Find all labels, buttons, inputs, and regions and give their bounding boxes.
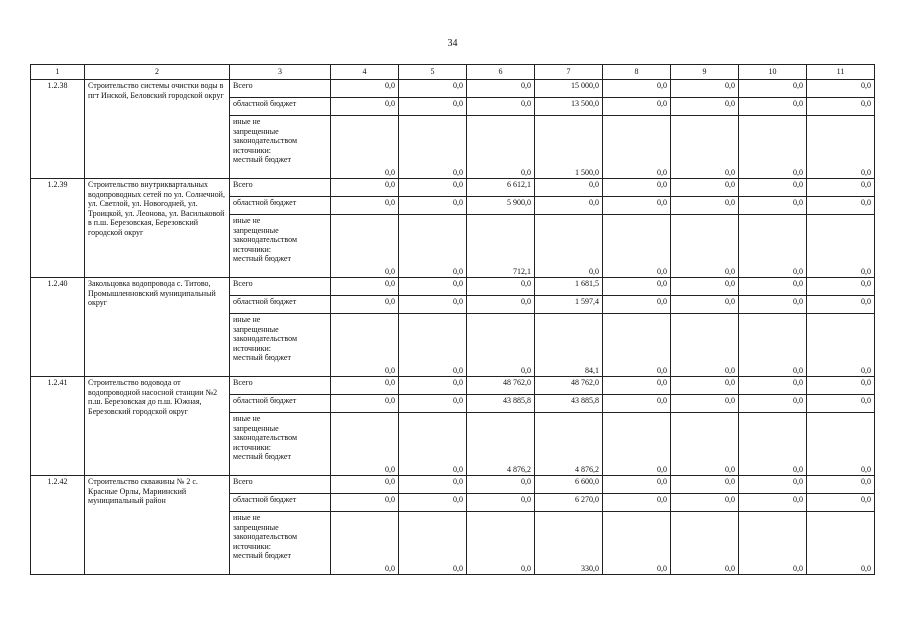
funding-source-line: источники: (233, 145, 271, 155)
funding-source-line: Всего (233, 378, 253, 387)
item-code: 1.2.42 (31, 476, 85, 575)
funding-source-line: областной бюджет (233, 198, 297, 207)
value-cell: 0,0 (399, 80, 467, 98)
value-cell: 0,0 (331, 512, 399, 575)
value-cell: 0,0 (807, 98, 875, 116)
value-cell: 0,0 (467, 314, 535, 377)
funding-source (230, 179, 331, 197)
value-cell: 0,0 (603, 413, 671, 476)
funding-source (230, 494, 331, 512)
value-cell: 0,0 (807, 215, 875, 278)
value-cell: 1 681,5 (535, 278, 603, 296)
value-cell: 0,0 (739, 98, 807, 116)
value-cell: 0,0 (535, 197, 603, 215)
funding-source-line: Всего (233, 477, 253, 486)
value-cell: 0,0 (399, 296, 467, 314)
value-cell: 0,0 (739, 314, 807, 377)
funding-source-line: законодательством (233, 433, 298, 442)
value-cell: 0,0 (603, 98, 671, 116)
value-cell: 0,0 (603, 377, 671, 395)
value-cell: 0,0 (331, 197, 399, 215)
table-row (31, 278, 875, 296)
funding-source-line: Всего (233, 279, 253, 288)
value-cell: 43 885,8 (535, 395, 603, 413)
value-cell: 0,0 (739, 116, 807, 179)
funding-source-line: источники: (233, 541, 271, 551)
funding-source (230, 197, 331, 215)
value-cell: 0,0 (399, 278, 467, 296)
col-header: 2 (85, 65, 230, 80)
value-cell: 43 885,8 (467, 395, 535, 413)
funding-source-line: законодательством (233, 235, 298, 244)
value-cell: 6 600,0 (535, 476, 603, 494)
funding-source-line: законодательством (233, 136, 298, 145)
value-cell: 0,0 (399, 215, 467, 278)
value-cell: 0,0 (331, 413, 399, 476)
value-cell: 4 876,2 (535, 413, 603, 476)
funding-source-line: местный бюджет (233, 353, 291, 362)
funding-source-line: местный бюджет (233, 452, 291, 461)
value-cell: 0,0 (671, 377, 739, 395)
value-cell: 6 612,1 (467, 179, 535, 197)
funding-source-line: запрещенные (233, 423, 279, 433)
funding-source-line: иные не (233, 216, 261, 225)
value-cell: 0,0 (739, 215, 807, 278)
funding-source-line: запрещенные (233, 225, 279, 235)
value-cell: 0,0 (399, 413, 467, 476)
item-name: Строительство скважины № 2 с. Красные Орлы, Мариинский муниципальный район (85, 476, 230, 575)
col-header: 11 (807, 65, 875, 80)
value-cell: 0,0 (807, 494, 875, 512)
value-cell: 15 000,0 (535, 80, 603, 98)
value-cell: 0,0 (467, 80, 535, 98)
value-cell: 0,0 (535, 215, 603, 278)
value-cell: 0,0 (671, 512, 739, 575)
page-number: 34 (447, 38, 458, 49)
value-cell: 1 500,0 (535, 116, 603, 179)
value-cell: 0,0 (399, 512, 467, 575)
value-cell: 0,0 (331, 98, 399, 116)
value-cell: 0,0 (671, 80, 739, 98)
value-cell: 0,0 (671, 197, 739, 215)
col-header: 6 (467, 65, 535, 80)
value-cell: 0,0 (671, 413, 739, 476)
funding-source-line: областной бюджет (233, 495, 297, 504)
value-cell: 0,0 (399, 377, 467, 395)
value-cell: 0,0 (739, 476, 807, 494)
table-row (31, 179, 875, 197)
value-cell: 0,0 (331, 476, 399, 494)
value-cell: 0,0 (807, 314, 875, 377)
funding-source-line: местный бюджет (233, 155, 291, 164)
funding-source-line: законодательством (233, 532, 298, 541)
funding-source-line: источники: (233, 442, 271, 452)
funding-source-line: иные не (233, 117, 261, 126)
value-cell: 0,0 (807, 296, 875, 314)
funding-source-line: запрещенные (233, 126, 279, 136)
value-cell: 0,0 (603, 215, 671, 278)
value-cell: 0,0 (467, 296, 535, 314)
col-header: 4 (331, 65, 399, 80)
funding-source-line: областной бюджет (233, 297, 297, 306)
value-cell: 1 597,4 (535, 296, 603, 314)
item-code: 1.2.38 (31, 80, 85, 179)
value-cell: 0,0 (671, 395, 739, 413)
value-cell: 0,0 (399, 314, 467, 377)
col-header: 10 (739, 65, 807, 80)
value-cell: 0,0 (807, 278, 875, 296)
funding-source (230, 395, 331, 413)
funding-source (230, 413, 331, 476)
value-cell: 0,0 (467, 512, 535, 575)
value-cell: 330,0 (535, 512, 603, 575)
value-cell: 0,0 (739, 179, 807, 197)
value-cell: 0,0 (739, 494, 807, 512)
col-header: 1 (31, 65, 85, 80)
value-cell: 0,0 (603, 395, 671, 413)
value-cell: 0,0 (671, 98, 739, 116)
header-row (31, 65, 875, 80)
value-cell: 0,0 (739, 395, 807, 413)
value-cell: 0,0 (331, 314, 399, 377)
table-row (31, 476, 875, 494)
value-cell: 0,0 (807, 413, 875, 476)
funding-source-line: иные не (233, 315, 261, 324)
value-cell: 0,0 (399, 395, 467, 413)
item-code: 1.2.40 (31, 278, 85, 377)
funding-source (230, 377, 331, 395)
value-cell: 0,0 (671, 296, 739, 314)
value-cell: 13 500,0 (535, 98, 603, 116)
value-cell: 0,0 (671, 494, 739, 512)
value-cell: 0,0 (331, 116, 399, 179)
value-cell: 0,0 (467, 494, 535, 512)
value-cell: 0,0 (331, 395, 399, 413)
value-cell: 0,0 (399, 494, 467, 512)
funding-source (230, 116, 331, 179)
funding-source-line: иные не (233, 513, 261, 522)
budget-table (30, 64, 875, 575)
value-cell: 0,0 (739, 512, 807, 575)
value-cell: 0,0 (739, 197, 807, 215)
col-header: 7 (535, 65, 603, 80)
value-cell: 6 270,0 (535, 494, 603, 512)
value-cell: 0,0 (739, 296, 807, 314)
value-cell: 0,0 (399, 197, 467, 215)
value-cell: 0,0 (671, 116, 739, 179)
value-cell: 0,0 (399, 179, 467, 197)
value-cell: 0,0 (671, 476, 739, 494)
funding-source-line: иные не (233, 414, 261, 423)
funding-source-line: Всего (233, 81, 253, 90)
value-cell: 0,0 (739, 377, 807, 395)
value-cell: 0,0 (807, 179, 875, 197)
value-cell: 48 762,0 (535, 377, 603, 395)
funding-source-line: источники: (233, 244, 271, 254)
value-cell: 0,0 (807, 80, 875, 98)
value-cell: 0,0 (807, 476, 875, 494)
funding-source-line: законодательством (233, 334, 298, 343)
item-name: Строительство внутриквартальных водопроводных сетей по ул. Солнечной, ул. Светлой, ул. Новогодней, ул. Троицкой, ул. Леонова, ул. Васильковой в п.ш. Березовская, Березовский городской округ (85, 179, 230, 278)
value-cell: 0,0 (739, 278, 807, 296)
value-cell: 0,0 (331, 80, 399, 98)
funding-source-line: запрещенные (233, 522, 279, 532)
value-cell: 0,0 (331, 377, 399, 395)
value-cell: 0,0 (603, 278, 671, 296)
funding-source-line: областной бюджет (233, 99, 297, 108)
value-cell: 4 876,2 (467, 413, 535, 476)
item-name: Закольцовка водопровода с. Титово, Промышленновский муниципальный округ (85, 278, 230, 377)
funding-source (230, 476, 331, 494)
value-cell: 0,0 (603, 512, 671, 575)
value-cell: 0,0 (603, 116, 671, 179)
col-header: 8 (603, 65, 671, 80)
col-header: 3 (230, 65, 331, 80)
value-cell: 0,0 (807, 377, 875, 395)
value-cell: 0,0 (467, 278, 535, 296)
value-cell: 0,0 (399, 476, 467, 494)
value-cell: 0,0 (603, 179, 671, 197)
funding-source-line: источники: (233, 343, 271, 353)
funding-source (230, 80, 331, 98)
value-cell: 0,0 (399, 98, 467, 116)
value-cell: 0,0 (331, 296, 399, 314)
funding-source-line: запрещенные (233, 324, 279, 334)
value-cell: 0,0 (807, 395, 875, 413)
funding-source-line: областной бюджет (233, 396, 297, 405)
funding-source-line: Всего (233, 180, 253, 189)
value-cell: 0,0 (807, 197, 875, 215)
funding-source-line: местный бюджет (233, 254, 291, 263)
value-cell: 0,0 (807, 512, 875, 575)
table-row (31, 80, 875, 98)
value-cell: 0,0 (671, 179, 739, 197)
value-cell: 0,0 (535, 179, 603, 197)
value-cell: 0,0 (603, 476, 671, 494)
table-body (31, 80, 875, 575)
value-cell: 48 762,0 (467, 377, 535, 395)
value-cell: 0,0 (603, 197, 671, 215)
value-cell: 0,0 (467, 116, 535, 179)
item-code: 1.2.39 (31, 179, 85, 278)
item-name: Строительство системы очистки воды в пгт Инской, Беловский городской округ (85, 80, 230, 179)
funding-source (230, 512, 331, 575)
value-cell: 84,1 (535, 314, 603, 377)
funding-source-line: местный бюджет (233, 551, 291, 560)
value-cell: 0,0 (603, 80, 671, 98)
value-cell: 0,0 (331, 494, 399, 512)
funding-source (230, 296, 331, 314)
item-name: Строительство водовода от водопроводной насосной станции №2 п.ш. Березовская до п.ш. Южная, Березовский городской округ (85, 377, 230, 476)
funding-source (230, 314, 331, 377)
value-cell: 0,0 (671, 314, 739, 377)
value-cell: 0,0 (399, 116, 467, 179)
value-cell: 0,0 (671, 278, 739, 296)
value-cell: 0,0 (739, 413, 807, 476)
value-cell: 0,0 (603, 314, 671, 377)
value-cell: 712,1 (467, 215, 535, 278)
funding-source (230, 98, 331, 116)
value-cell: 0,0 (603, 494, 671, 512)
value-cell: 0,0 (739, 80, 807, 98)
value-cell: 5 900,0 (467, 197, 535, 215)
value-cell: 0,0 (331, 215, 399, 278)
value-cell: 0,0 (807, 116, 875, 179)
col-header: 5 (399, 65, 467, 80)
value-cell: 0,0 (331, 278, 399, 296)
funding-source (230, 215, 331, 278)
value-cell: 0,0 (671, 215, 739, 278)
value-cell: 0,0 (603, 296, 671, 314)
value-cell: 0,0 (467, 98, 535, 116)
value-cell: 0,0 (331, 179, 399, 197)
table-row (31, 377, 875, 395)
funding-source (230, 278, 331, 296)
col-header: 9 (671, 65, 739, 80)
value-cell: 0,0 (467, 476, 535, 494)
item-code: 1.2.41 (31, 377, 85, 476)
